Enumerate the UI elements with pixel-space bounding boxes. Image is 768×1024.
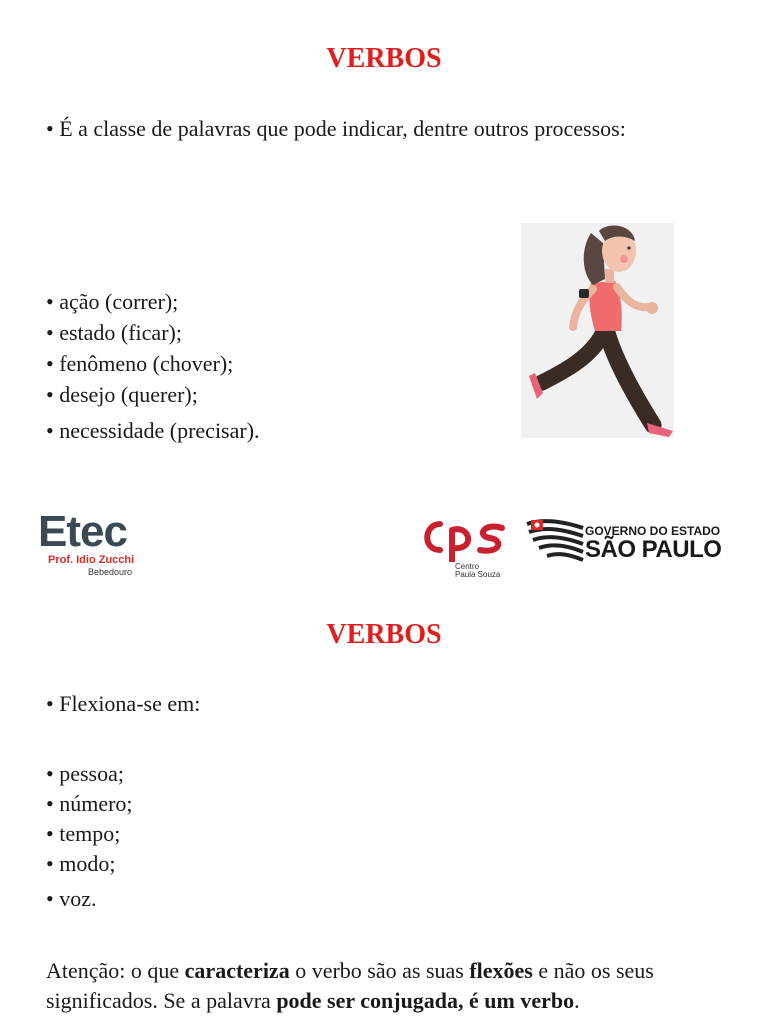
list-item: • modo; [46,851,116,876]
section2-title: VERBOS [326,619,442,650]
attention-text: . [574,988,580,1013]
section2-list [46,759,133,914]
section1-intro: • É a classe de palavras que pode indicar, dentre outros processos: [46,116,626,141]
etec-logo [38,507,135,578]
list-item: • voz. [46,886,97,911]
attention-bold: pode ser conjugada, é um verbo [276,988,575,1013]
cps-logo-line1: Centro [455,562,480,571]
list-item: • pessoa; [46,761,124,786]
list-item: • número; [46,791,133,816]
cps-logo-mark [418,516,506,562]
cps-logo [418,516,506,578]
attention-text: Atenção: o que [46,958,185,983]
etec-logo-city: Bebedouro [88,567,133,577]
etec-logo-name: Etec [38,507,127,556]
section2-intro: • Flexiona-se em: [46,691,201,716]
running-woman-illustration [521,223,674,438]
gov-logo-line2: SÃO PAULO [585,536,722,563]
gov-logo-line1: GOVERNO DO ESTADO [585,524,721,538]
sao-paulo-flag-mark [525,518,587,564]
list-item: • estado (ficar); [46,320,182,345]
sao-paulo-government-logo [525,518,725,564]
list-item: • tempo; [46,821,121,846]
attention-bold: caracteriza [184,958,290,983]
list-item: • necessidade (precisar). [46,418,260,443]
section1-list [46,286,260,446]
list-item: • desejo (querer); [46,382,198,407]
list-item: • ação (correr); [46,289,179,314]
etec-logo-school: Prof. Idio Zucchi [48,554,135,566]
attention-bold: flexões [469,958,533,983]
section1-title: VERBOS [326,43,442,74]
attention-note [46,956,726,1016]
list-item: • fenômeno (chover); [46,351,234,376]
cps-logo-line2: Paula Souza [455,570,501,579]
attention-text: o verbo são as suas [289,958,470,983]
attention-text: e não os seus significados. Se a palavra [46,958,654,1013]
